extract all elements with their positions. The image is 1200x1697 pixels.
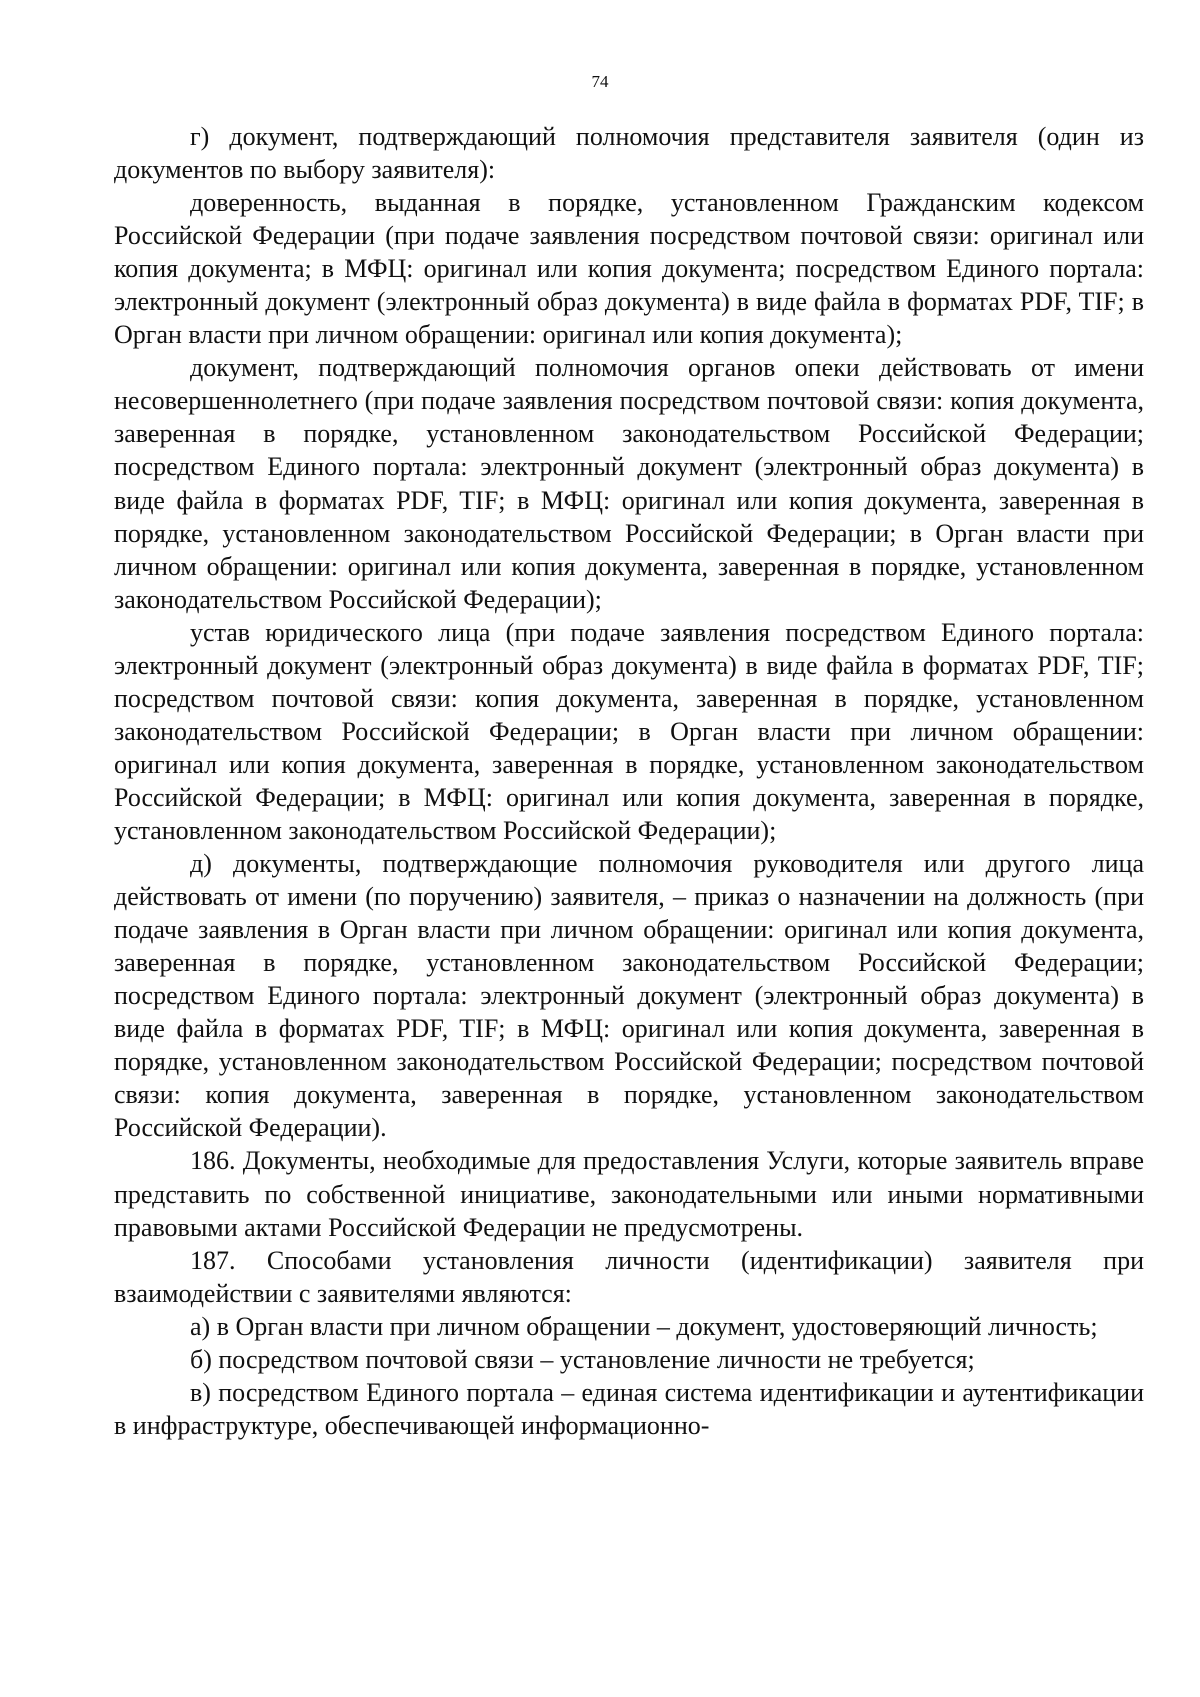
paragraph-186: 186. Документы, необходимые для предоставления Услуги, которые заявитель вправе представить по собственной инициативе, законодательными или иными нормативными правовыми актами Российской Федерации не предусмотрены. (114, 1146, 1144, 1242)
paragraph-187-a: а) в Орган власти при личном обращении – документ, удостоверяющий личность; (190, 1311, 1098, 1341)
page-number: 74 (591, 72, 609, 91)
paragraph-187-v: в) посредством Единого портала – единая система идентификации и аутентификации в инфраструктуре, обеспечивающей информационно- (114, 1377, 1144, 1440)
document-body (114, 120, 1144, 1442)
paragraph-187: 187. Способами установления личности (идентификации) заявителя при взаимодействии с заявителями являются: (114, 1245, 1144, 1308)
paragraph-d-head-authority: д) документы, подтверждающие полномочия руководителя или другого лица действовать от имени (по поручению) заявителя, – приказ о назначении на должность (при подаче заявления в Орган власти при личном обращении: оригинал или копия документа, заверенная в порядке, установленном законодательством Российской Федерации; посредством Единого портала: электронный документ (электронный образ документа) в виде файла в форматах PDF, TIF; в МФЦ: оригинал или копия документа, заверенная в порядке, установленном законодательством Российской Федерации; посредством почтовой связи: копия документа, заверенная в порядке, установленном законодательством Российской Федерации). (114, 849, 1144, 1143)
paragraph-g-representative-authority: г) документ, подтверждающий полномочия представителя заявителя (один из документов по выбору заявителя): (114, 122, 1144, 185)
paragraph-guardianship-authority: документ, подтверждающий полномочия органов опеки действовать от имени несовершеннолетнего (при подаче заявления посредством почтовой связи: копия документа, заверенная в порядке, установленном законодательством Российской Федерации; посредством Единого портала: электронный документ (электронный образ документа) в виде файла в форматах PDF, TIF; в МФЦ: оригинал или копия документа, заверенная в порядке, установленном законодательством Российской Федерации; в Орган власти при личном обращении: оригинал или копия документа, заверенная в порядке, установленном законодательством Российской Федерации); (114, 353, 1144, 614)
paragraph-power-of-attorney: доверенность, выданная в порядке, установленном Гражданским кодексом Российской Федерации (при подаче заявления посредством почтовой связи: оригинал или копия документа; в МФЦ: оригинал или копия документа; посредством Единого портала: электронный документ (электронный образ документа) в виде файла в форматах PDF, TIF; в Орган власти при личном обращении: оригинал или копия документа); (114, 188, 1144, 350)
paragraph-charter-of-legal-entity: устав юридического лица (при подаче заявления посредством Единого портала: электронный документ (электронный образ документа) в виде файла в форматах PDF, TIF; посредством почтовой связи: копия документа, заверенная в порядке, установленном законодательством Российской Федерации; в Орган власти при личном обращении: оригинал или копия документа, заверенная в порядке, установленном законодательством Российской Федерации; в МФЦ: оригинал или копия документа, заверенная в порядке, установленном законодательством Российской Федерации); (114, 617, 1144, 845)
paragraph-187-b: б) посредством почтовой связи – установление личности не требуется; (190, 1344, 975, 1374)
